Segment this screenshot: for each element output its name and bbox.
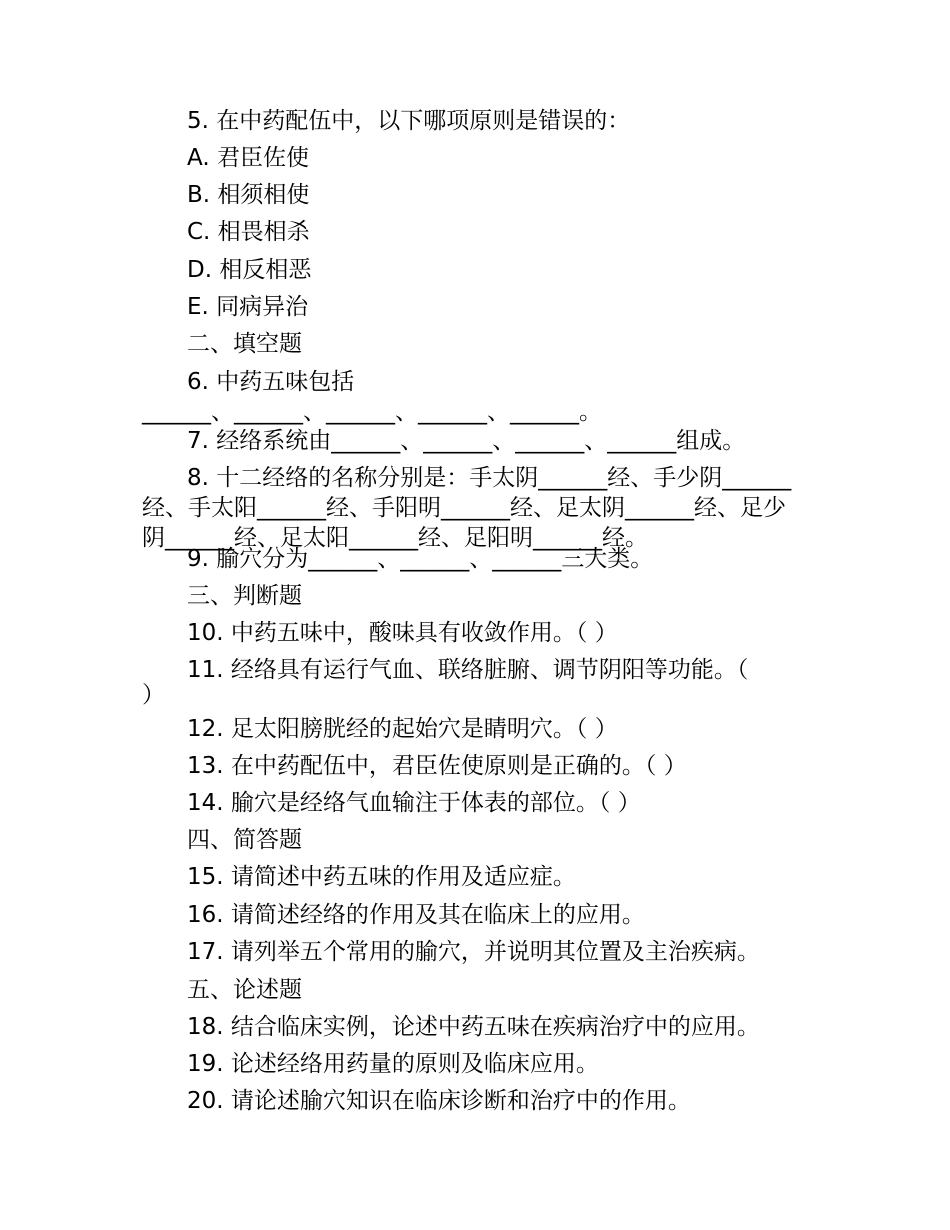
question-8: 8. 十二经络的名称分别是：手太阴______经、手少阴______经、手太阳______经、手阳明______经、足太阴______经、足少阴______经、足太阳______经、足阳明______经。: [142, 465, 792, 551]
option-c: C. 相畏相杀: [187, 219, 310, 245]
question-6-blanks: ______、______、______、______、______。: [142, 399, 602, 425]
option-b: B. 相须相使: [187, 182, 310, 208]
question-11: 11. 经络具有运行气血、联络脏腑、调节阴阳等功能。（: [187, 657, 749, 683]
question-17: 17. 请列举五个常用的腧穴，并说明其位置及主治疾病。: [187, 939, 760, 965]
question-12: 12. 足太阳膀胱经的起始穴是睛明穴。（ ）: [187, 716, 618, 742]
question-16: 16. 请简述经络的作用及其在临床上的应用。: [187, 902, 645, 928]
section-heading-short-answer: 四、简答题: [187, 827, 302, 853]
option-d: D. 相反相恶: [187, 257, 312, 283]
section-heading-fill-blank: 二、填空题: [187, 331, 302, 357]
section-heading-essay: 五、论述题: [187, 977, 302, 1003]
question-14: 14. 腧穴是经络气血输注于体表的部位。（ ）: [187, 790, 641, 816]
question-19: 19. 论述经络用药量的原则及临床应用。: [187, 1051, 599, 1077]
question-5: 5. 在中药配伍中，以下哪项原则是错误的：: [187, 108, 631, 134]
question-18: 18. 结合临床实例，论述中药五味在疾病治疗中的应用。: [187, 1014, 760, 1040]
question-9: 9. 腧穴分为______、______、______三大类。: [187, 546, 654, 572]
option-a: A. 君臣佐使: [187, 145, 309, 171]
question-6: 6. 中药五味包括: [187, 369, 355, 395]
question-20: 20. 请论述腧穴知识在临床诊断和治疗中的作用。: [187, 1088, 691, 1114]
question-11-continuation: ）: [142, 682, 165, 708]
question-15: 15. 请简述中药五味的作用及适应症。: [187, 864, 576, 890]
option-e: E. 同病异治: [187, 294, 309, 320]
question-10: 10. 中药五味中，酸味具有收敛作用。（ ）: [187, 620, 618, 646]
question-13: 13. 在中药配伍中，君臣佐使原则是正确的。（ ）: [187, 753, 687, 779]
section-heading-true-false: 三、判断题: [187, 583, 302, 609]
question-7: 7. 经络系统由______、______、______、______组成。: [187, 428, 746, 454]
